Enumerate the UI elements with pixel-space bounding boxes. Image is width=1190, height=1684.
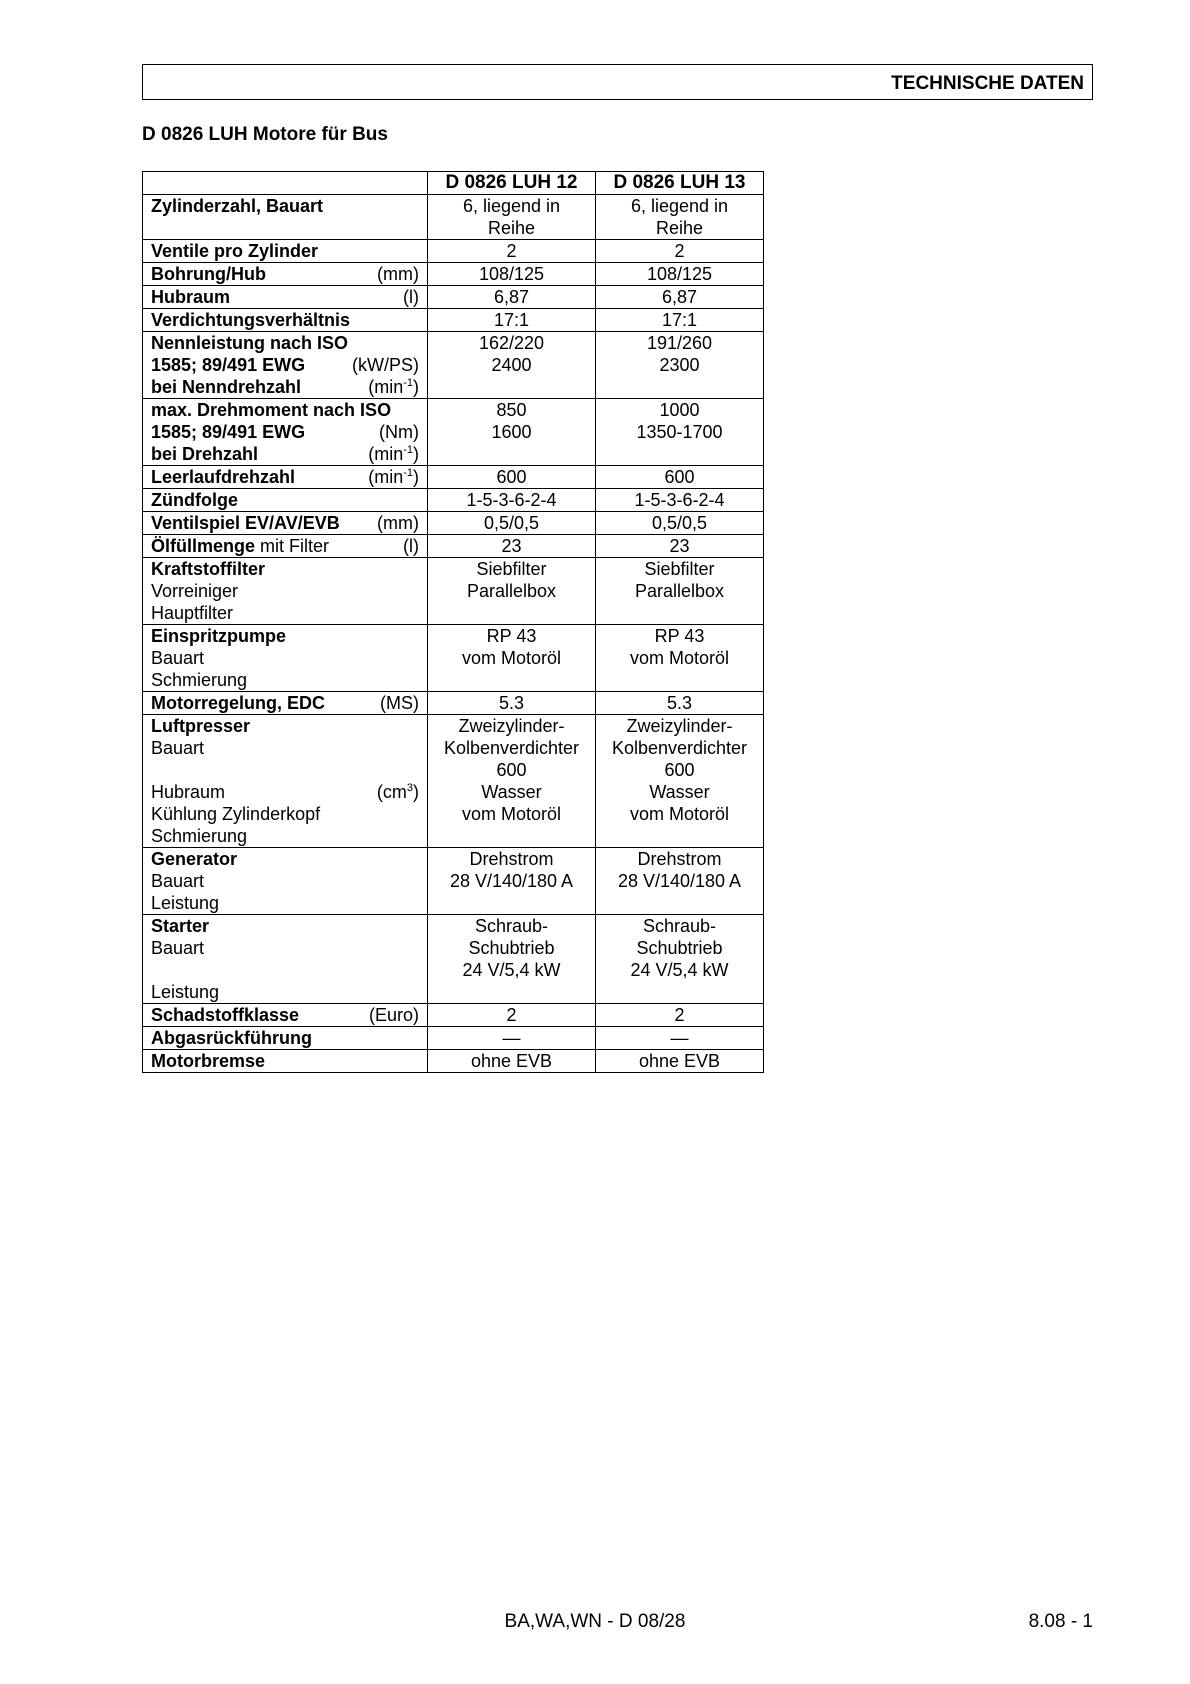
value-line: Schubtrieb [468,938,555,958]
label-text [151,848,237,870]
label-text [151,580,238,602]
row-label-cell [143,848,428,915]
value-line: 28 V/140/180 A [617,871,742,891]
value-line: Siebfilter [644,559,715,579]
spec-table [142,171,764,1073]
label-text [151,263,266,285]
unit-value: (min [368,444,404,464]
label-line [151,512,419,534]
footer-reference: BA,WA,WN - D 08/28 [504,1611,686,1632]
label-line [151,669,419,691]
value-cell [596,1050,764,1073]
value-cell [596,466,764,489]
table-row [143,309,764,332]
value-cell [428,1004,596,1027]
unit-value: (Euro) [368,1005,419,1025]
value-cell [428,489,596,512]
value-line: ohne EVB [470,1051,553,1071]
unit-text [380,692,419,714]
value-line: 162/220 [478,333,545,353]
value-cell [596,535,764,558]
table-row [143,489,764,512]
label-text [151,959,156,981]
row-label-cell [143,240,428,263]
value-line: vom Motoröl [461,648,562,668]
label-line [151,825,419,847]
unit-close: ) [413,377,419,397]
value-cell [428,848,596,915]
value-line: 2 [506,1005,517,1025]
unit-exponent: -1 [403,377,413,389]
label-suffix: mit Filter [255,536,330,556]
value-cell [428,625,596,692]
value-line: 0,5/0,5 [483,513,540,533]
label-name: Schmierung [151,670,248,690]
header-box [142,64,1093,100]
label-line [151,737,419,759]
table-row [143,692,764,715]
table-row [143,240,764,263]
value-cell [596,332,764,399]
unit-close: ) [413,444,419,464]
label-name: Abgasrückführung [151,1028,313,1048]
value-line: 6, liegend in [630,196,729,216]
value-cell [428,399,596,466]
label-name: bei Drehzahl [151,444,259,464]
value-cell [428,332,596,399]
label-name: Zylinderzahl, Bauart [151,196,324,216]
label-line [151,332,419,354]
unit-text [368,466,419,488]
label-text [151,286,230,308]
value-line: 2 [506,241,517,261]
unit-value: (MS) [380,693,419,713]
row-label-cell [143,309,428,332]
label-text [151,376,301,398]
label-name: Bohrung/Hub [151,264,266,284]
value-cell [428,195,596,240]
value-cell [428,286,596,309]
row-label-cell [143,715,428,848]
unit-text [368,376,419,398]
label-line [151,535,419,557]
value-line: RP 43 [486,626,537,646]
value-cell [428,309,596,332]
unit-value: (mm) [377,264,419,284]
value-line: vom Motoröl [461,804,562,824]
label-line [151,558,419,580]
unit-text [377,263,419,285]
label-name: Einspritzpumpe [151,626,287,646]
value-line: 5.3 [666,693,693,713]
label-text [151,1027,312,1049]
value-line: 1000 [659,400,700,420]
label-name: 1585; 89/491 EWG [151,355,306,375]
value-line: 600 [664,467,695,487]
label-line [151,443,419,465]
label-line [151,981,419,1003]
value-line: Parallelbox [634,581,725,601]
unit-text [403,286,419,308]
label-text [151,892,219,914]
label-name: bei Nenndrehzahl [151,377,302,397]
label-line [151,240,419,262]
table-row [143,625,764,692]
label-text [151,195,323,217]
label-name: Kühlung Zylinderkopf [151,804,321,824]
label-line [151,399,419,421]
value-line: 191/260 [646,333,713,353]
label-name: Bauart [151,738,205,758]
value-line: 24 V/5,4 kW [462,960,561,980]
table-row [143,1004,764,1027]
table-row [143,1050,764,1073]
label-text [151,915,209,937]
value-cell [596,309,764,332]
row-label-cell [143,332,428,399]
label-text [151,535,329,557]
value-cell [596,715,764,848]
unit-text [403,535,419,557]
row-label-cell [143,263,428,286]
value-line: Kolbenverdichter [443,738,580,758]
unit-text [369,1004,419,1026]
unit-exponent: -1 [403,467,413,479]
label-name: Ölfüllmenge [151,536,256,556]
value-line: 1-5-3-6-2-4 [634,490,725,510]
label-text [151,669,247,691]
label-name: Generator [151,849,238,869]
label-name: Ventilspiel EV/AV/EVB [151,513,340,533]
value-cell [428,1027,596,1050]
value-line: Wasser [649,782,710,802]
column-header: D 0826 LUH 12 [428,172,596,195]
label-name: Bauart [151,871,205,891]
row-label-cell [143,489,428,512]
value-line: 28 V/140/180 A [449,871,574,891]
value-cell [596,286,764,309]
unit-value: (kW/PS) [352,355,419,375]
label-line [151,602,419,624]
unit-text [377,781,419,803]
label-line [151,421,419,443]
value-cell [596,915,764,1004]
label-name: Nennleistung nach ISO [151,333,349,353]
table-row [143,848,764,915]
value-cell [428,1050,596,1073]
label-line [151,354,419,376]
label-text [151,781,225,803]
label-name: Hauptfilter [151,603,234,623]
row-label-cell [143,1027,428,1050]
row-label-cell [143,466,428,489]
value-cell [428,240,596,263]
label-name: Leerlaufdrehzahl [151,467,296,487]
label-line [151,937,419,959]
label-line [151,1050,419,1072]
value-cell [428,558,596,625]
label-line [151,489,419,511]
column-header: D 0826 LUH 13 [596,172,764,195]
value-line: Siebfilter [476,559,547,579]
table-row [143,332,764,399]
value-line: Zweizylinder- [458,716,565,736]
label-line [151,870,419,892]
value-line: Parallelbox [466,581,557,601]
value-line: 6, liegend in [462,196,561,216]
label-line [151,647,419,669]
label-line [151,466,419,488]
value-cell [596,1004,764,1027]
label-name: Zündfolge [151,490,238,510]
label-text [151,512,340,534]
value-line: vom Motoröl [629,804,730,824]
label-name: Leistung [151,982,220,1002]
label-line [151,915,419,937]
value-line: Schraub- [642,916,717,936]
label-name: max. Drehmoment nach ISO [151,400,392,420]
label-text [151,737,204,759]
row-label-cell [143,195,428,240]
value-line: 600 [664,760,695,780]
unit-text [352,354,419,376]
value-line: vom Motoröl [629,648,730,668]
value-line: Kolbenverdichter [611,738,748,758]
label-text [151,647,204,669]
value-line: 6,87 [661,287,698,307]
label-text [151,981,219,1003]
table-row [143,195,764,240]
label-line [151,803,419,825]
value-line: 2400 [491,355,532,375]
value-cell [596,1027,764,1050]
label-name: Motorbremse [151,1051,266,1071]
label-text [151,332,348,354]
label-line [151,715,419,737]
label-line [151,309,419,331]
label-line [151,1004,419,1026]
label-name: Hubraum [151,287,231,307]
label-name: 1585; 89/491 EWG [151,422,306,442]
label-line [151,263,419,285]
value-line: Schubtrieb [636,938,723,958]
table-row [143,263,764,286]
value-cell [596,240,764,263]
row-label-cell [143,625,428,692]
value-line: 5.3 [498,693,525,713]
value-line: Drehstrom [469,849,554,869]
unit-text [368,443,419,465]
label-name: Kraftstoffilter [151,559,266,579]
page-number: 8.08 - 1 [1028,1611,1093,1632]
value-line: Reihe [487,218,536,238]
value-line: 108/125 [478,264,545,284]
value-line: 24 V/5,4 kW [630,960,729,980]
value-cell [428,512,596,535]
value-cell [596,625,764,692]
label-line [151,759,419,781]
header-empty-cell [143,172,428,195]
value-line: Drehstrom [637,849,722,869]
value-cell [596,263,764,286]
label-name: Ventile pro Zylinder [151,241,319,261]
value-line: Schraub- [474,916,549,936]
unit-exponent: -1 [403,444,413,456]
label-line [151,625,419,647]
label-text [151,715,250,737]
value-line: 23 [501,536,522,556]
label-name: Starter [151,916,210,936]
label-text [151,1050,265,1072]
unit-exponent: 3 [406,782,413,794]
section-title: TECHNISCHE DATEN [891,73,1084,94]
value-line: 600 [496,467,527,487]
value-cell [428,692,596,715]
unit-close: ) [413,782,419,802]
value-line: 17:1 [493,310,530,330]
label-text [151,466,295,488]
table-row [143,512,764,535]
value-line: Wasser [481,782,542,802]
label-line [151,692,419,714]
label-name: Luftpresser [151,716,251,736]
value-cell [428,466,596,489]
unit-value: (min [368,377,404,397]
row-label-cell [143,915,428,1004]
value-cell [428,263,596,286]
value-line: 1350-1700 [636,422,723,442]
value-line: 2 [674,241,685,261]
label-text [151,489,238,511]
label-line [151,1027,419,1049]
table-row [143,535,764,558]
value-line: 108/125 [646,264,713,284]
value-line: 1-5-3-6-2-4 [466,490,557,510]
value-cell [596,195,764,240]
value-cell [596,489,764,512]
value-cell [596,512,764,535]
value-cell [428,915,596,1004]
value-cell [596,558,764,625]
label-text [151,759,156,781]
label-text [151,825,247,847]
label-name: Hubraum [151,782,226,802]
label-text [151,625,286,647]
unit-value: (l) [403,536,419,556]
table-header-row [143,172,764,195]
label-name: Schadstoffklasse [151,1005,300,1025]
label-line [151,781,419,803]
value-line: ohne EVB [638,1051,721,1071]
value-line: 0,5/0,5 [651,513,708,533]
unit-value: (l) [403,287,419,307]
value-line: 6,87 [493,287,530,307]
label-line [151,892,419,914]
unit-close: ) [413,467,419,487]
row-label-cell [143,286,428,309]
label-text [151,399,391,421]
value-cell [596,848,764,915]
value-line: 600 [496,760,527,780]
row-label-cell [143,558,428,625]
label-line [151,848,419,870]
label-line [151,580,419,602]
label-text [151,937,204,959]
row-label-cell [143,692,428,715]
label-text [151,558,265,580]
unit-text [377,512,419,534]
label-name: Bauart [151,648,205,668]
value-line: 17:1 [661,310,698,330]
label-line [151,959,419,981]
label-text [151,443,258,465]
label-name: Bauart [151,938,205,958]
value-cell [596,692,764,715]
table-row [143,286,764,309]
value-cell [596,399,764,466]
table-row [143,1027,764,1050]
row-label-cell [143,1004,428,1027]
label-name: Schmierung [151,826,248,846]
table-row [143,399,764,466]
unit-value: (Nm) [379,422,419,442]
label-text [151,870,204,892]
unit-text [379,421,419,443]
label-line [151,376,419,398]
value-line: Reihe [655,218,704,238]
label-text [151,421,305,443]
unit-value: (min [368,467,404,487]
value-line: RP 43 [654,626,705,646]
value-line: 1600 [491,422,532,442]
label-name: Leistung [151,893,220,913]
label-name: Verdichtungsverhältnis [151,310,351,330]
value-line: — [502,1028,521,1048]
row-label-cell [143,535,428,558]
unit-value: (mm) [377,513,419,533]
table-row [143,915,764,1004]
value-line: Zweizylinder- [626,716,733,736]
table-row [143,715,764,848]
row-label-cell [143,399,428,466]
document-title: D 0826 LUH Motore für Bus [142,124,388,145]
value-line: 2300 [659,355,700,375]
unit-value: (cm [376,782,407,802]
label-line [151,195,419,217]
label-text [151,240,318,262]
label-text [151,803,320,825]
row-label-cell [143,1050,428,1073]
label-text [151,692,325,714]
value-line: 23 [669,536,690,556]
label-name: Motorregelung, EDC [151,693,325,713]
value-line: 850 [496,400,527,420]
value-line: — [670,1028,689,1048]
label-text [151,602,233,624]
label-name: Vorreiniger [151,581,239,601]
label-text [151,309,350,331]
label-text [151,354,305,376]
value-cell [428,535,596,558]
value-cell [428,715,596,848]
label-line [151,286,419,308]
table-row [143,558,764,625]
value-line: 2 [674,1005,685,1025]
label-text [151,1004,299,1026]
table-row [143,466,764,489]
row-label-cell [143,512,428,535]
